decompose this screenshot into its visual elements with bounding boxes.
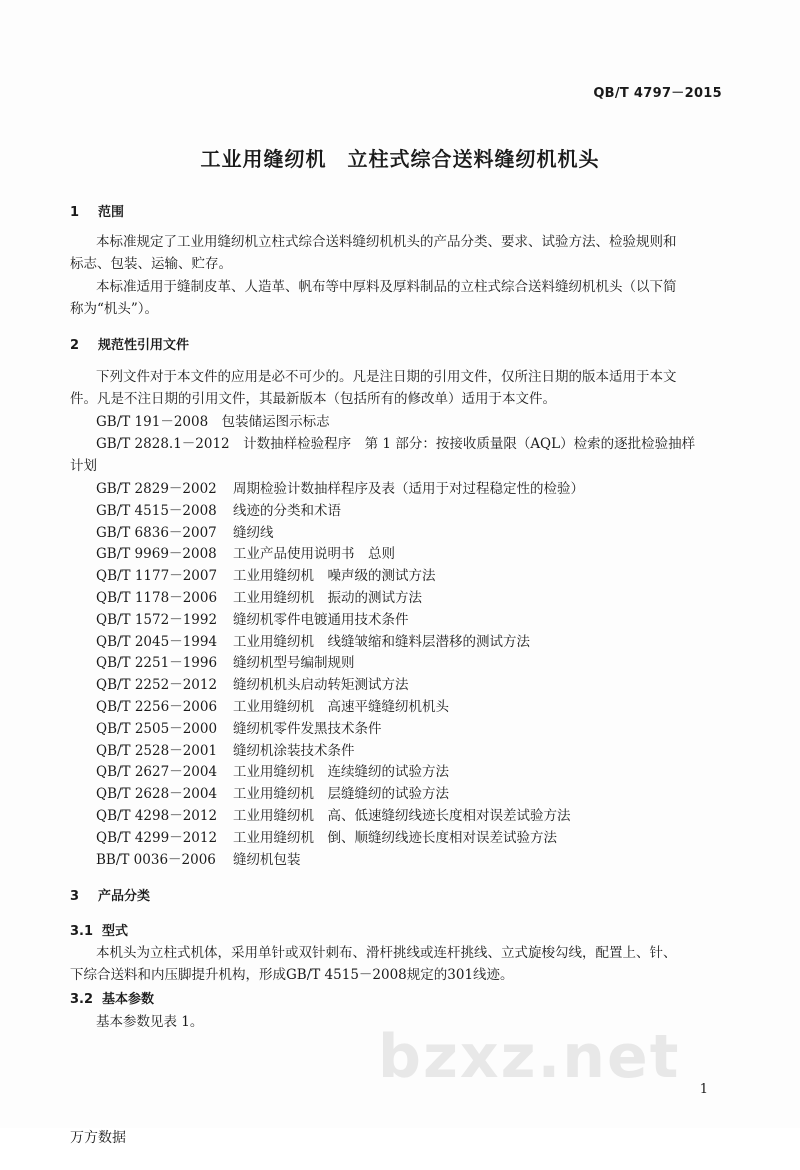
reference-row bbox=[96, 499, 341, 519]
reference-title: 缝纫机包装 bbox=[233, 851, 301, 868]
section-title: 范围 bbox=[98, 205, 125, 220]
reference-title: 工业用缝纫机 高速平缝缝纫机机头 bbox=[233, 699, 449, 715]
paragraph-line: 下综合送料和内压脚提升机构，形成GB/T 4515－2008规定的301线迹。 bbox=[70, 967, 514, 983]
reference-code: GB/T 4515－2008 bbox=[96, 502, 217, 519]
reference-line: GB/T 191－2008 包装储运图示标志 bbox=[96, 414, 330, 430]
reference-row bbox=[96, 695, 449, 715]
reference-code: QB/T 1178－2006 bbox=[96, 590, 218, 606]
subsection-title: 基本参数 bbox=[102, 992, 155, 1007]
reference-title: 缝纫机型号编制规则 bbox=[233, 655, 355, 672]
subsection-number: 3.1 bbox=[70, 924, 94, 939]
reference-row bbox=[96, 586, 422, 606]
paragraph-line: 本机头为立柱式机体，采用单针或双针刺布、滑杆挑线或连杆挑线、立式旋梭勾线，配置上、针、 bbox=[96, 945, 677, 961]
watermark: bzxz.net bbox=[378, 1022, 681, 1092]
subsection-3-1-heading bbox=[70, 920, 128, 939]
reference-row bbox=[96, 760, 449, 780]
reference-title: 缝纫机机头启动转矩测试方法 bbox=[233, 677, 409, 694]
reference-row bbox=[96, 630, 530, 650]
standard-code: QB/T 4797－2015 bbox=[593, 86, 722, 101]
reference-row bbox=[96, 564, 436, 584]
reference-title: 缝纫机涂装技术条件 bbox=[233, 742, 355, 759]
reference-code: QB/T 2628－2004 bbox=[96, 786, 218, 803]
reference-code: GB/T 2829－2002 bbox=[96, 481, 217, 497]
reference-code: GB/T 9969－2008 bbox=[96, 546, 217, 563]
reference-title: 缝纫线 bbox=[233, 524, 274, 541]
paragraph-line: 件。凡是不注日期的引用文件，其最新版本（包括所有的修改单）适用于本文件。 bbox=[70, 391, 556, 407]
reference-title: 线迹的分类和术语 bbox=[233, 502, 341, 519]
reference-row bbox=[96, 717, 382, 737]
reference-code: BB/T 0036－2006 bbox=[96, 851, 216, 868]
reference-code: QB/T 4299－2012 bbox=[96, 829, 218, 846]
section-number: 1 bbox=[70, 205, 80, 220]
reference-title: 工业用缝纫机 噪声级的测试方法 bbox=[233, 568, 436, 585]
paragraph-line: 本标准适用于缝制皮革、人造革、帆布等中厚料及厚料制品的立柱式综合送料缝纫机机头（以下简 bbox=[96, 279, 677, 295]
reference-title: 工业用缝纫机 线缝皱缩和缝料层潜移的测试方法 bbox=[233, 633, 530, 650]
reference-row bbox=[96, 608, 409, 628]
paragraph-line: 下列文件对于本文件的应用是必不可少的。凡是注日期的引用文件，仅所注日期的版本适用于本文 bbox=[96, 369, 677, 385]
paragraph-line: 基本参数见表 1。 bbox=[96, 1014, 204, 1030]
reference-code: QB/T 2627－2004 bbox=[96, 764, 218, 781]
section-1-heading bbox=[70, 201, 124, 220]
reference-code: QB/T 2528－2001 bbox=[96, 742, 218, 759]
section-title: 产品分类 bbox=[98, 889, 151, 904]
reference-code: QB/T 2256－2006 bbox=[96, 699, 218, 715]
reference-row bbox=[96, 739, 355, 759]
reference-row bbox=[96, 651, 355, 671]
reference-row bbox=[96, 521, 274, 541]
reference-code: GB/T 6836－2007 bbox=[96, 524, 217, 541]
section-title: 规范性引用文件 bbox=[98, 338, 190, 353]
reference-code: QB/T 4298－2012 bbox=[96, 808, 218, 824]
reference-title: 工业用缝纫机 层缝缝纫的试验方法 bbox=[233, 786, 449, 803]
reference-code: QB/T 2251－1996 bbox=[96, 655, 218, 672]
reference-code: QB/T 2505－2000 bbox=[96, 720, 218, 737]
source-label: 万方数据 bbox=[70, 1130, 126, 1146]
reference-line: 计划 bbox=[70, 458, 97, 474]
reference-row bbox=[96, 848, 301, 868]
section-number: 2 bbox=[70, 338, 80, 353]
reference-row bbox=[96, 826, 557, 846]
reference-title: 工业产品使用说明书 总则 bbox=[233, 546, 395, 563]
page-number: 1 bbox=[699, 1082, 708, 1097]
paragraph-line: 称为“机头”）。 bbox=[70, 301, 159, 317]
reference-title: 工业用缝纫机 高、低速缝纫线迹长度相对误差试验方法 bbox=[233, 808, 571, 824]
reference-title: 工业用缝纫机 连续缝纫的试验方法 bbox=[233, 764, 449, 781]
reference-line: GB/T 2828.1－2012 计数抽样检验程序 第 1 部分：按接收质量限（AQL）检索的逐批检验抽样 bbox=[96, 436, 696, 452]
document-title: 工业用缝纫机 立柱式综合送料缝纫机机头 bbox=[200, 147, 600, 171]
reference-code: QB/T 1177－2007 bbox=[96, 568, 218, 585]
reference-row bbox=[96, 542, 395, 562]
reference-code: QB/T 2045－1994 bbox=[96, 633, 218, 650]
reference-title: 工业用缝纫机 倒、顺缝纫线迹长度相对误差试验方法 bbox=[233, 829, 557, 846]
reference-row bbox=[96, 782, 449, 802]
subsection-title: 型式 bbox=[102, 924, 129, 939]
section-3-heading bbox=[70, 885, 150, 904]
subsection-number: 3.2 bbox=[70, 992, 94, 1007]
reference-title: 缝纫机零件电镀通用技术条件 bbox=[233, 611, 409, 628]
reference-row bbox=[96, 804, 571, 824]
section-number: 3 bbox=[70, 889, 80, 904]
reference-row bbox=[96, 673, 409, 693]
reference-title: 工业用缝纫机 振动的测试方法 bbox=[233, 590, 422, 606]
subsection-3-2-heading bbox=[70, 988, 154, 1007]
paragraph-line: 标志、包装、运输、贮存。 bbox=[70, 256, 232, 272]
reference-code: QB/T 1572－1992 bbox=[96, 611, 218, 628]
reference-code: QB/T 2252－2012 bbox=[96, 677, 218, 694]
paragraph-line: 本标准规定了工业用缝纫机立柱式综合送料缝纫机机头的产品分类、要求、试验方法、检验规则和 bbox=[96, 234, 677, 250]
reference-title: 周期检验计数抽样程序及表（适用于对过程稳定性的检验） bbox=[233, 481, 584, 497]
reference-row bbox=[96, 477, 584, 497]
reference-title: 缝纫机零件发黑技术条件 bbox=[233, 720, 382, 737]
section-2-heading bbox=[70, 334, 189, 353]
